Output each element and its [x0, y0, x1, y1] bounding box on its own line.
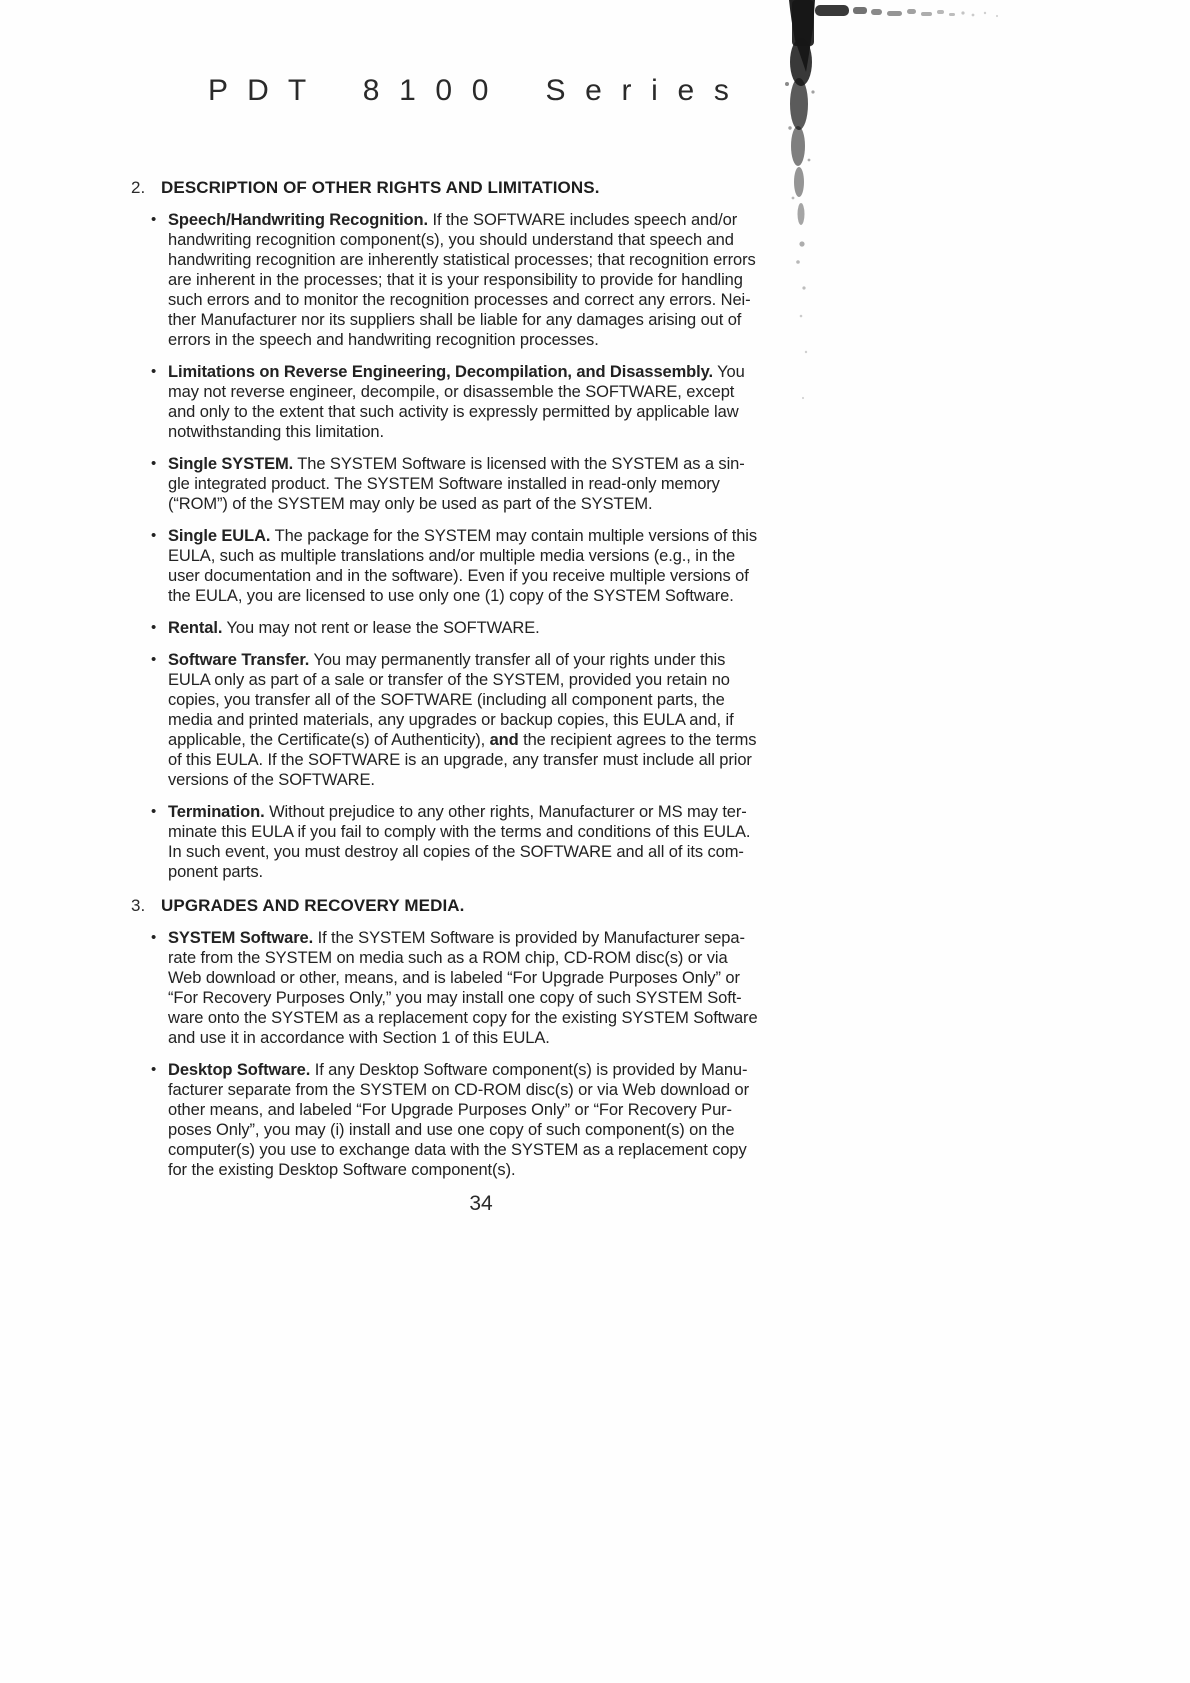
text-segment: applicable, the Certificate(s) of Authenticity), — [168, 731, 490, 749]
text-segment: poses Only”, you may (i) install and use one copy of such component(s) on the — [168, 1121, 735, 1139]
text-segment: You — [712, 363, 745, 381]
text-segment: Single EULA. — [168, 527, 271, 545]
text-segment: errors in the speech and handwriting recognition processes. — [168, 331, 599, 349]
text-segment: and only to the extent that such activity is expressly permitted by applicable law — [168, 403, 739, 421]
text-segment: EULA, such as multiple translations and/or multiple media versions (e.g., in the — [168, 547, 736, 565]
text-segment: Speech/Handwriting Recognition. — [168, 211, 428, 229]
text-segment: The SYSTEM Software is licensed with the SYSTEM as a sin- — [293, 455, 745, 473]
text-segment: the recipient agrees to the terms — [518, 731, 757, 749]
bullet-item — [131, 362, 851, 442]
text-line — [168, 566, 851, 586]
text-line — [168, 1100, 851, 1120]
text-segment: for the existing Desktop Software component(s). — [168, 1161, 516, 1179]
text-line — [168, 330, 851, 350]
text-line — [168, 310, 851, 330]
bullet-text — [168, 210, 851, 350]
text-line — [168, 546, 851, 566]
text-segment: rate from the SYSTEM on media such as a ROM chip, CD-ROM disc(s) or via — [168, 949, 728, 967]
bullet-text — [168, 650, 851, 790]
bullet-marker: • — [151, 619, 157, 636]
text-segment: handwriting recognition are inherently statistical processes; that recognition errors — [168, 251, 756, 269]
page-title: P D T 8 1 0 0 S e r i e s — [208, 74, 730, 107]
section-heading-row — [131, 178, 851, 198]
text-segment: media and printed materials, any upgrades or backup copies, this EULA and, if — [168, 711, 734, 729]
document-section — [131, 178, 851, 882]
text-segment: versions of the SOFTWARE. — [168, 771, 375, 789]
text-segment: Rental. — [168, 619, 223, 637]
text-segment: user documentation and in the software). Even if you receive multiple versions of — [168, 567, 749, 585]
text-line — [168, 710, 851, 730]
text-segment: EULA only as part of a sale or transfer of the SYSTEM, provided you retain no — [168, 671, 730, 689]
bullet-text — [168, 928, 851, 1048]
text-segment: Software Transfer. — [168, 651, 310, 669]
text-segment: minate this EULA if you fail to comply with the terms and conditions of this EULA. — [168, 823, 751, 841]
text-line — [168, 1060, 851, 1080]
bullet-text — [168, 1060, 851, 1180]
text-line — [168, 690, 851, 710]
text-line — [168, 1120, 851, 1140]
text-line — [168, 948, 851, 968]
text-segment: If the SYSTEM Software is provided by Manufacturer sepa- — [313, 929, 745, 947]
text-line — [168, 618, 851, 638]
text-segment: You may not rent or lease the SOFTWARE. — [222, 619, 540, 637]
text-segment: such errors and to monitor the recognition processes and correct any errors. Nei- — [168, 291, 751, 309]
bullet-marker: • — [151, 363, 157, 380]
text-segment: gle integrated product. The SYSTEM Software installed in read-only memory — [168, 475, 720, 493]
text-segment: SYSTEM Software. — [168, 929, 314, 947]
document-section — [131, 896, 851, 1180]
text-line — [168, 750, 851, 770]
bullet-marker: • — [151, 929, 157, 946]
text-line — [168, 730, 851, 750]
bullet-marker: • — [151, 651, 157, 668]
bullet-item — [131, 928, 851, 1048]
bullet-marker: • — [151, 527, 157, 544]
bullet-text — [168, 526, 851, 606]
section-heading-row — [131, 896, 851, 916]
text-segment: of this EULA. If the SOFTWARE is an upgrade, any transfer must include all prior — [168, 751, 752, 769]
text-line — [168, 422, 851, 442]
text-segment: Single SYSTEM. — [168, 455, 294, 473]
text-line — [168, 382, 851, 402]
document-body — [131, 178, 851, 1180]
text-line — [168, 670, 851, 690]
text-segment: Web download or other, means, and is labeled “For Upgrade Purposes Only” or — [168, 969, 740, 987]
text-line — [168, 494, 851, 514]
text-segment: may not reverse engineer, decompile, or disassemble the SOFTWARE, except — [168, 383, 735, 401]
text-line — [168, 802, 851, 822]
bullet-item — [131, 1060, 851, 1180]
bullet-item — [131, 650, 851, 790]
text-segment: computer(s) you use to exchange data with the SYSTEM as a replacement copy — [168, 1141, 747, 1159]
text-line — [168, 526, 851, 546]
text-segment: The package for the SYSTEM may contain multiple versions of this — [270, 527, 757, 545]
bullet-text — [168, 802, 851, 882]
text-line — [168, 650, 851, 670]
bullet-marker: • — [151, 211, 157, 228]
text-segment: If any Desktop Software component(s) is provided by Manu- — [310, 1061, 748, 1079]
section-heading: DESCRIPTION OF OTHER RIGHTS AND LIMITATIONS. — [161, 178, 600, 197]
text-line — [168, 928, 851, 948]
text-line — [168, 1140, 851, 1160]
text-line — [168, 842, 851, 862]
text-segment: Termination. — [168, 803, 265, 821]
bullet-item — [131, 454, 851, 514]
text-segment: ware onto the SYSTEM as a replacement copy for the existing SYSTEM Software — [168, 1009, 758, 1027]
page-number: 34 — [469, 1192, 493, 1215]
text-line — [168, 988, 851, 1008]
text-line — [168, 822, 851, 842]
text-segment: facturer separate from the SYSTEM on CD-ROM disc(s) or via Web download or — [168, 1081, 750, 1099]
bullet-marker: • — [151, 1061, 157, 1078]
text-line — [168, 270, 851, 290]
text-line — [168, 230, 851, 250]
text-segment: copies, you transfer all of the SOFTWARE (including all component parts, the — [168, 691, 725, 709]
section-number: 3. — [131, 896, 146, 915]
text-segment: other means, and labeled “For Upgrade Purposes Only” or “For Recovery Pur- — [168, 1101, 732, 1119]
text-line — [168, 1080, 851, 1100]
text-segment: Desktop Software. — [168, 1061, 311, 1079]
section-heading: UPGRADES AND RECOVERY MEDIA. — [161, 896, 465, 915]
bullet-marker: • — [151, 803, 157, 820]
text-segment: In such event, you must destroy all copies of the SOFTWARE and all of its com- — [168, 843, 744, 861]
bullet-item — [131, 618, 851, 638]
text-line — [168, 210, 851, 230]
text-line — [168, 362, 851, 382]
bullet-item — [131, 526, 851, 606]
text-segment: Without prejudice to any other rights, Manufacturer or MS may ter- — [264, 803, 747, 821]
text-segment: handwriting recognition component(s), you should understand that speech and — [168, 231, 734, 249]
text-line — [168, 474, 851, 494]
text-line — [168, 290, 851, 310]
text-line — [168, 968, 851, 988]
text-line — [168, 1008, 851, 1028]
text-segment: ther Manufacturer nor its suppliers shall be liable for any damages arising out of — [168, 311, 742, 329]
bullet-text — [168, 454, 851, 514]
text-segment: You may permanently transfer all of your rights under this — [309, 651, 726, 669]
text-segment: and — [489, 731, 519, 749]
text-line — [168, 862, 851, 882]
text-segment: “For Recovery Purposes Only,” you may install one copy of such SYSTEM Soft- — [168, 989, 742, 1007]
section-number: 2. — [131, 178, 146, 197]
text-segment: notwithstanding this limitation. — [168, 423, 384, 441]
text-segment: are inherent in the processes; that it is your responsibility to provide for handling — [168, 271, 743, 289]
bullet-text — [168, 618, 851, 638]
text-segment: ponent parts. — [168, 863, 264, 881]
text-segment: the EULA, you are licensed to use only one (1) copy of the SYSTEM Software. — [168, 587, 734, 605]
bullet-item — [131, 210, 851, 350]
text-line — [168, 454, 851, 474]
text-line — [168, 250, 851, 270]
bullet-marker: • — [151, 455, 157, 472]
bullet-item — [131, 802, 851, 882]
text-segment: (“ROM”) of the SYSTEM may only be used as part of the SYSTEM. — [168, 495, 653, 513]
text-line — [168, 1028, 851, 1048]
text-line — [168, 586, 851, 606]
text-segment: If the SOFTWARE includes speech and/or — [428, 211, 738, 229]
text-line — [168, 770, 851, 790]
text-segment: Limitations on Reverse Engineering, Decompilation, and Disassembly. — [168, 363, 713, 381]
text-line — [168, 402, 851, 422]
text-line — [168, 1160, 851, 1180]
text-segment: and use it in accordance with Section 1 of this EULA. — [168, 1029, 550, 1047]
bullet-text — [168, 362, 851, 442]
